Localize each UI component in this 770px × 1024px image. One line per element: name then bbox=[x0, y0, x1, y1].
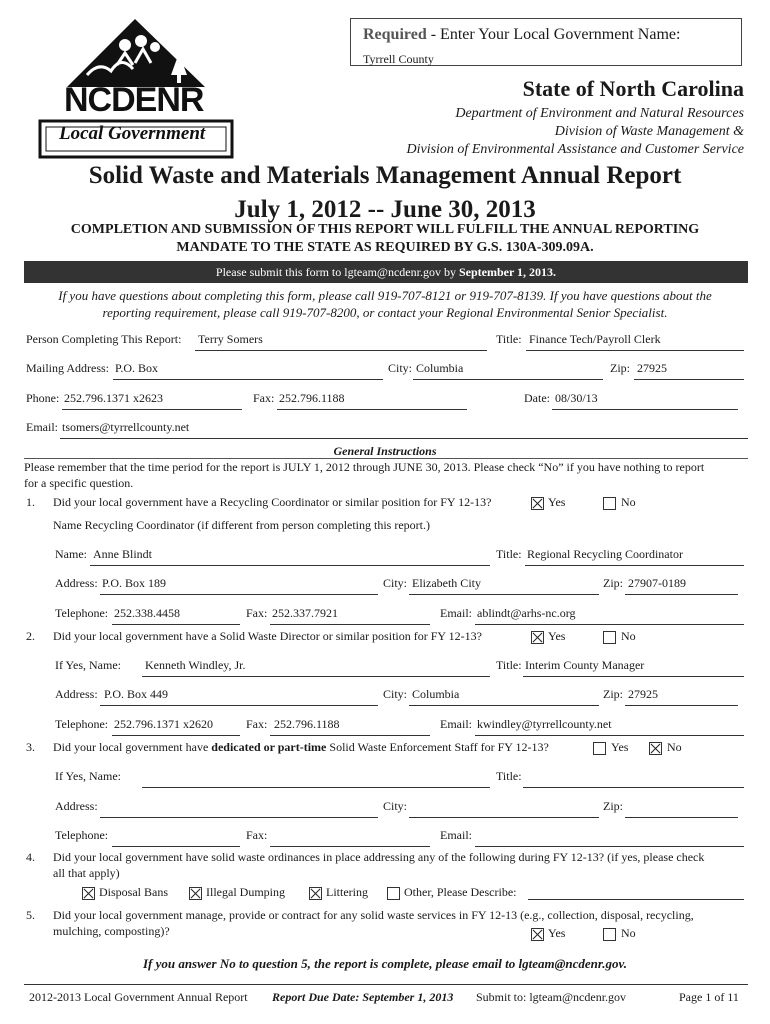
logo-wordmark: NCDENR bbox=[64, 81, 204, 119]
q2-fax-field[interactable]: 252.796.1188 bbox=[274, 717, 340, 731]
email-label: Email: bbox=[26, 420, 58, 434]
q1-email-underline bbox=[475, 624, 744, 625]
footer-submit: Submit to: lgteam@ncdenr.gov bbox=[476, 990, 627, 1004]
submit-bar bbox=[24, 261, 748, 283]
q5-yes-label: Yes bbox=[548, 926, 566, 940]
q3-text-pre: Did your local government have bbox=[53, 740, 209, 754]
q3-no-checkbox[interactable] bbox=[649, 742, 662, 755]
contact-fax-underline bbox=[277, 409, 467, 410]
q2-name-underline bbox=[142, 676, 490, 677]
q3-zip-label: Zip: bbox=[603, 799, 623, 813]
q3-address-label: Address: bbox=[55, 799, 98, 813]
q1-title-field[interactable]: Regional Recycling Coordinator bbox=[527, 547, 683, 561]
report-title: Solid Waste and Materials Management Annual Report bbox=[88, 162, 682, 189]
general-instructions-heading: General Instructions bbox=[333, 444, 437, 458]
q3-title-label: Title: bbox=[496, 769, 522, 783]
q2-title-label: Title: bbox=[496, 658, 522, 672]
q3-telephone-field[interactable] bbox=[112, 846, 240, 847]
q2-zip-label: Zip: bbox=[603, 687, 623, 701]
q2-telephone-field[interactable]: 252.796.1371 x2620 bbox=[114, 717, 213, 731]
q2-fax-underline bbox=[270, 735, 430, 736]
q4-illegal-dumping-label: Illegal Dumping bbox=[206, 885, 285, 899]
q1-title-underline bbox=[525, 565, 744, 566]
q3-no-label: No bbox=[667, 740, 682, 754]
closing-note: If you answer No to question 5, the report is complete, please email to lgteam@ncdenr.gov. bbox=[142, 956, 628, 971]
date-field[interactable]: 08/30/13 bbox=[555, 391, 598, 405]
q2-city-field[interactable]: Columbia bbox=[412, 687, 460, 701]
q1-number: 1. bbox=[26, 495, 35, 509]
contact-title-field[interactable]: Finance Tech/Payroll Clerk bbox=[529, 332, 661, 346]
q5-line-1: Did your local government manage, provide or contract for any solid waste services in FY 12-13 (e.g., collection, disposal, recycling, bbox=[53, 908, 694, 922]
required-label: Required bbox=[363, 26, 427, 43]
government-name-box bbox=[350, 18, 742, 66]
dept-line-3: Division of Environmental Assistance and Customer Service bbox=[406, 142, 744, 157]
person-underline bbox=[195, 350, 487, 351]
contact-city-label: City: bbox=[388, 361, 413, 375]
q5-yes-checkbox[interactable] bbox=[531, 928, 544, 941]
contact-zip-label: Zip: bbox=[610, 361, 630, 375]
q4-number: 4. bbox=[26, 850, 35, 864]
q4-disposal-bans-label: Disposal Bans bbox=[99, 885, 168, 899]
contact-title-underline bbox=[526, 350, 744, 351]
mailing-underline bbox=[113, 379, 383, 380]
dept-line-1: Department of Environment and Natural Resources bbox=[455, 106, 744, 121]
footer-page-number: Page 1 of 11 bbox=[679, 990, 739, 1004]
q2-email-label: Email: bbox=[440, 717, 472, 731]
mandate-line-2: MANDATE TO THE STATE AS REQUIRED BY G.S. 130A-309.09A. bbox=[176, 240, 594, 255]
q2-title-field[interactable]: Interim County Manager bbox=[525, 658, 645, 672]
q3-text-post: Solid Waste Enforcement Staff for FY 12-13? bbox=[329, 740, 549, 754]
phone-underline bbox=[62, 409, 242, 410]
q2-email-field[interactable]: kwindley@tyrrellcounty.net bbox=[477, 717, 612, 731]
q1-no-label: No bbox=[621, 495, 636, 509]
q1-fax-underline bbox=[270, 624, 430, 625]
q2-name-label: If Yes, Name: bbox=[55, 658, 121, 672]
q1-name-label: Name: bbox=[55, 547, 87, 561]
q1-fax-field[interactable]: 252.337.7921 bbox=[272, 606, 338, 620]
q4-illegal-dumping-checkbox[interactable] bbox=[189, 887, 202, 900]
q3-telephone-label: Telephone: bbox=[55, 828, 109, 842]
q5-number: 5. bbox=[26, 908, 35, 922]
q4-littering-checkbox[interactable] bbox=[309, 887, 322, 900]
contact-zip-field[interactable]: 27925 bbox=[637, 361, 667, 375]
email-field[interactable]: tsomers@tyrrellcounty.net bbox=[62, 420, 190, 434]
q3-text bbox=[53, 740, 549, 755]
questions-note-line-1: If you have questions about completing this form, please call 919-707-8121 or 919-707-8139. If you have questions about the bbox=[58, 288, 712, 303]
q2-number: 2. bbox=[26, 629, 35, 643]
q1-address-label: Address: bbox=[55, 576, 98, 590]
q2-fax-label: Fax: bbox=[246, 717, 268, 731]
q4-disposal-bans-checkbox[interactable] bbox=[82, 887, 95, 900]
phone-field[interactable]: 252.796.1371 x2623 bbox=[64, 391, 163, 405]
q2-no-label: No bbox=[621, 629, 636, 643]
q1-address-underline bbox=[100, 594, 378, 595]
q3-fax-field[interactable] bbox=[270, 846, 430, 847]
report-period: July 1, 2012 -- June 30, 2013 bbox=[234, 196, 536, 223]
q1-telephone-field[interactable]: 252.338.4458 bbox=[114, 606, 180, 620]
q2-email-underline bbox=[475, 735, 744, 736]
q3-number: 3. bbox=[26, 740, 35, 754]
date-label: Date: bbox=[524, 391, 550, 405]
logo-subtitle: Local Government bbox=[59, 123, 206, 144]
contact-fax-field[interactable]: 252.796.1188 bbox=[279, 391, 345, 405]
q3-city-field[interactable] bbox=[409, 817, 599, 818]
q2-city-underline bbox=[409, 705, 599, 706]
footer-divider bbox=[24, 984, 748, 985]
contact-city-underline bbox=[413, 379, 603, 380]
q1-no-checkbox[interactable] bbox=[603, 497, 616, 510]
q1-name-field[interactable]: Anne Blindt bbox=[93, 547, 152, 561]
q3-email-label: Email: bbox=[440, 828, 472, 842]
q1-email-field[interactable]: ablindt@arhs-nc.org bbox=[477, 606, 576, 620]
section-divider bbox=[24, 458, 748, 459]
q2-telephone-underline bbox=[112, 735, 240, 736]
q4-other-checkbox[interactable] bbox=[387, 887, 400, 900]
required-prompt: - Enter Your Local Government Name: bbox=[430, 26, 681, 43]
q2-address-field[interactable]: P.O. Box 449 bbox=[104, 687, 169, 701]
q1-zip-field[interactable]: 27907-0189 bbox=[628, 576, 686, 590]
q1-fax-label: Fax: bbox=[246, 606, 268, 620]
phone-label: Phone: bbox=[26, 391, 60, 405]
q1-yes-checkbox[interactable] bbox=[531, 497, 544, 510]
q3-address-field[interactable] bbox=[100, 817, 378, 818]
q2-city-label: City: bbox=[383, 687, 408, 701]
q2-zip-field[interactable]: 27925 bbox=[628, 687, 658, 701]
q2-title-underline bbox=[523, 676, 744, 677]
q2-address-label: Address: bbox=[55, 687, 98, 701]
q2-yes-checkbox[interactable] bbox=[531, 631, 544, 644]
q2-telephone-label: Telephone: bbox=[55, 717, 109, 731]
footer-due-date: Report Due Date: September 1, 2013 bbox=[272, 990, 454, 1004]
q4-other-label: Other, Please Describe: bbox=[404, 885, 517, 899]
q5-no-checkbox[interactable] bbox=[603, 928, 616, 941]
q4-line-2: all that apply) bbox=[53, 866, 120, 880]
q3-name-field[interactable] bbox=[142, 787, 490, 788]
contact-title-label: Title: bbox=[496, 332, 522, 346]
general-line-2: for a specific question. bbox=[24, 476, 134, 490]
government-name-prompt bbox=[363, 26, 680, 44]
q1-zip-underline bbox=[625, 594, 738, 595]
mandate-line-1: COMPLETION AND SUBMISSION OF THIS REPORT WILL FULFILL THE ANNUAL REPORTING bbox=[70, 222, 700, 237]
q3-yes-label: Yes bbox=[611, 740, 629, 754]
contact-zip-underline bbox=[634, 379, 744, 380]
q4-littering-label: Littering bbox=[326, 885, 368, 899]
q1-city-label: City: bbox=[383, 576, 408, 590]
submit-deadline: September 1, 2013. bbox=[458, 265, 557, 279]
q4-other-describe-field[interactable] bbox=[528, 899, 744, 900]
q1-telephone-label: Telephone: bbox=[55, 606, 109, 620]
q1-text: Did your local government have a Recycling Coordinator or similar position for FY 12-13? bbox=[53, 495, 492, 509]
q1-yes-label: Yes bbox=[548, 495, 566, 509]
ncdenr-logo bbox=[37, 17, 235, 159]
person-label: Person Completing This Report: bbox=[26, 332, 182, 346]
contact-fax-label: Fax: bbox=[253, 391, 275, 405]
q5-no-label: No bbox=[621, 926, 636, 940]
q5-line-2: mulching, composting)? bbox=[53, 924, 170, 938]
state-title: State of North Carolina bbox=[522, 76, 744, 101]
questions-note-line-2: reporting requirement, please call 919-707-8200, or contact your Regional Environmental Senior Specialist. bbox=[102, 305, 668, 320]
q2-no-checkbox[interactable] bbox=[603, 631, 616, 644]
mailing-label: Mailing Address: bbox=[26, 361, 109, 375]
person-field[interactable]: Terry Somers bbox=[198, 332, 263, 346]
q3-yes-checkbox[interactable] bbox=[593, 742, 606, 755]
q1-city-field[interactable]: Elizabeth City bbox=[412, 576, 481, 590]
mailing-field[interactable]: P.O. Box bbox=[115, 361, 159, 375]
submit-bar-text: Please submit this form to lgteam@ncdenr.gov by bbox=[215, 265, 456, 279]
q1-zip-label: Zip: bbox=[603, 576, 623, 590]
q1-sub-note: Name Recycling Coordinator (if different from person completing this report.) bbox=[53, 518, 431, 532]
q1-telephone-underline bbox=[112, 624, 240, 625]
q3-city-label: City: bbox=[383, 799, 408, 813]
q2-zip-underline bbox=[625, 705, 738, 706]
q2-name-field[interactable]: Kenneth Windley, Jr. bbox=[145, 658, 246, 672]
q3-email-field[interactable] bbox=[475, 846, 744, 847]
q2-yes-label: Yes bbox=[548, 629, 566, 643]
footer-report-label: 2012-2013 Local Government Annual Report bbox=[29, 990, 248, 1004]
q1-name-underline bbox=[90, 565, 490, 566]
contact-city-field[interactable]: Columbia bbox=[416, 361, 464, 375]
date-underline bbox=[552, 409, 738, 410]
general-line-1: Please remember that the time period for the report is JULY 1, 2012 through JUNE 30, 2013. Please check “No” if you have nothing to report bbox=[24, 460, 705, 474]
q4-line-1: Did your local government have solid waste ordinances in place addressing any of the following during FY 12-13? (if yes, please check bbox=[53, 850, 705, 864]
q1-address-field[interactable]: P.O. Box 189 bbox=[102, 576, 167, 590]
q1-city-underline bbox=[409, 594, 599, 595]
government-name-field[interactable]: Tyrrell County bbox=[363, 52, 434, 66]
q2-address-underline bbox=[100, 705, 378, 706]
q3-fax-label: Fax: bbox=[246, 828, 268, 842]
dept-line-2: Division of Waste Management & bbox=[554, 124, 744, 139]
q3-title-field[interactable] bbox=[523, 787, 744, 788]
q1-title-label: Title: bbox=[496, 547, 522, 561]
q3-text-bold: dedicated or part-time bbox=[211, 740, 327, 754]
email-underline bbox=[60, 438, 748, 439]
q1-email-label: Email: bbox=[440, 606, 472, 620]
q3-name-label: If Yes, Name: bbox=[55, 769, 121, 783]
q3-zip-field[interactable] bbox=[625, 817, 738, 818]
q2-text: Did your local government have a Solid Waste Director or similar position for FY 12-13? bbox=[53, 629, 482, 643]
